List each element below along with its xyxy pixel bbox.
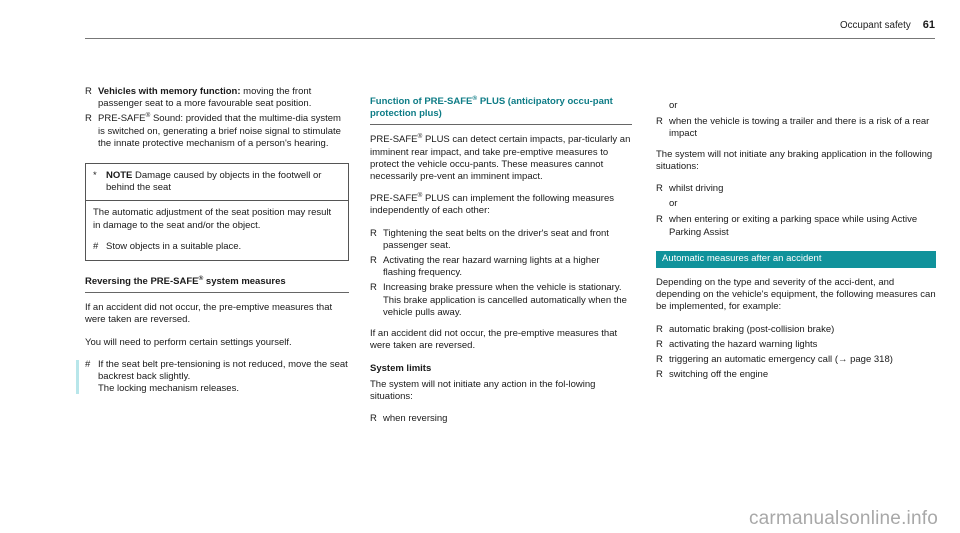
header-rule <box>85 38 935 39</box>
note-instruction <box>93 241 341 253</box>
bullet-marker: R <box>656 214 663 226</box>
paragraph: PRE-SAFE® PLUS can implement the following measures independently of each other: <box>370 192 614 217</box>
bullet-text: Activating the rear hazard warning lights at a higher flashing frequency. <box>383 255 600 279</box>
header-section-title: Occupant safety <box>839 20 911 31</box>
bullet-marker: R <box>370 227 377 239</box>
bullet-marker: R <box>656 369 663 381</box>
bullet-item-presafe-sound <box>85 113 349 150</box>
instruction-marker: # <box>85 358 91 370</box>
paragraph: The system will not initiate any action in the fol-lowing situations: <box>370 378 596 402</box>
watermark: carmanualsonline.info <box>748 507 938 529</box>
note-label: NOTE <box>106 170 133 182</box>
instruction-text: Stow objects in a suitable place. <box>106 240 242 252</box>
section-heading-reversing: Reversing the PRE-SAFE® system measures <box>85 276 349 293</box>
instruction-item <box>85 359 349 396</box>
column-center <box>370 86 632 428</box>
paragraph: PRE-SAFE® PLUS can detect certain impacts, par-ticularly an imminent rear impact, and take pre-emptive measures to protect the vehicle occu-pants. These measures cannot necessarily pre-vent an imminent impact. <box>370 133 631 183</box>
bullet-list <box>656 324 936 382</box>
bullet-marker: R <box>656 354 663 366</box>
note-header <box>86 164 348 201</box>
subheading-system-limits: System limits <box>370 363 432 375</box>
bullet-item <box>656 116 936 140</box>
bullet-item <box>656 339 936 351</box>
bullet-marker: R <box>370 255 377 267</box>
column-left <box>85 86 349 398</box>
change-bar <box>76 360 79 395</box>
bullet-lead-bold: Vehicles with memory function: <box>98 86 241 97</box>
note-title-line <box>106 170 341 194</box>
bullet-marker: R <box>656 116 663 128</box>
bullet-item <box>656 214 936 238</box>
bullet-item <box>370 228 632 252</box>
bullet-text: automatic braking (post-collision brake) <box>669 323 835 335</box>
page-number: 61 <box>922 19 935 31</box>
note-symbol: * <box>93 170 97 182</box>
banner-heading-automatic-measures: Automatic measures after an accident <box>656 251 936 268</box>
bullet-item <box>656 354 936 366</box>
paragraph: You will need to perform certain settings yourself. <box>85 336 292 348</box>
instruction-block <box>85 359 349 396</box>
bullet-text: when reversing <box>383 413 448 425</box>
paragraph: If an accident did not occur, the pre-emptive measures that were taken are reversed. <box>85 302 333 326</box>
paragraph: Depending on the type and severity of the acci-dent, and depending on the vehicle's equipment, the following measures can be implemented, for example: <box>656 277 936 313</box>
bullet-item <box>370 255 632 279</box>
bullet-text: Tightening the seat belts on the driver's seat and front passenger seat. <box>383 227 609 251</box>
bullet-item-memory-function <box>85 86 349 110</box>
or-connector: or <box>669 198 678 210</box>
paragraph: The system will not initiate any braking application in the following situations: <box>656 148 933 172</box>
bullet-text: when entering or exiting a parking space while using Active Parking Assist <box>669 214 918 238</box>
page-header <box>840 19 935 32</box>
bullet-text: when the vehicle is towing a trailer and there is a risk of a rear impact <box>669 116 930 140</box>
bullet-marker: R <box>85 86 92 97</box>
or-connector: or <box>669 100 678 111</box>
bullet-item <box>370 413 632 425</box>
bullet-list <box>370 228 632 319</box>
instruction-marker: # <box>93 240 99 252</box>
bullet-item <box>656 183 936 195</box>
section-heading-function-presafe-plus: Function of PRE-SAFE® PLUS (anticipatory occu-pant protection plus) <box>370 96 632 125</box>
column-right <box>656 86 936 390</box>
bullet-text: activating the hazard warning lights <box>669 338 818 350</box>
bullet-text <box>669 354 936 366</box>
bullet-marker: R <box>656 323 663 335</box>
bullet-item <box>370 282 632 319</box>
page-link[interactable]: (→ page 318) <box>834 354 893 366</box>
bullet-marker: R <box>85 113 92 125</box>
bullet-text: switching off the engine <box>669 369 769 381</box>
bullet-text: PRE-SAFE® Sound: provided that the multime-dia system is switched on, generating a brief noise signal to stimulate the innate protective mechanism of a person's hearing. <box>98 112 341 149</box>
bullet-text-rest: moving the front passenger seat to a more favourable seat position. <box>98 86 312 110</box>
note-box <box>85 163 349 261</box>
note-body-text: The automatic adjustment of the seat position may result in damage to the seat and/or the object. <box>93 207 332 231</box>
instruction-line-1: If the seat belt pre-tensioning is not reduced, move the seat backrest back slightly. <box>98 358 348 383</box>
bullet-marker: R <box>370 282 377 294</box>
bullet-text-rest: triggering an automatic emergency call <box>669 354 833 366</box>
bullet-marker: R <box>656 338 663 350</box>
bullet-text: Increasing brake pressure when the vehicle is stationary. This brake application is cancelled automatically when the vehicle pulls away. <box>383 282 627 318</box>
instruction-line-2: The locking mechanism releases. <box>98 383 239 395</box>
bullet-item <box>656 369 936 381</box>
bullet-item <box>656 324 936 336</box>
note-body <box>86 201 348 260</box>
bullet-text <box>98 86 349 110</box>
instruction-text <box>98 359 349 396</box>
bullet-marker: R <box>370 413 377 425</box>
note-title: Damage caused by objects in the footwell or behind the seat <box>106 170 322 194</box>
bullet-text: whilst driving <box>669 183 724 195</box>
bullet-marker: R <box>656 183 663 195</box>
paragraph: If an accident did not occur, the pre-emptive measures that were taken are reversed. <box>370 328 618 352</box>
